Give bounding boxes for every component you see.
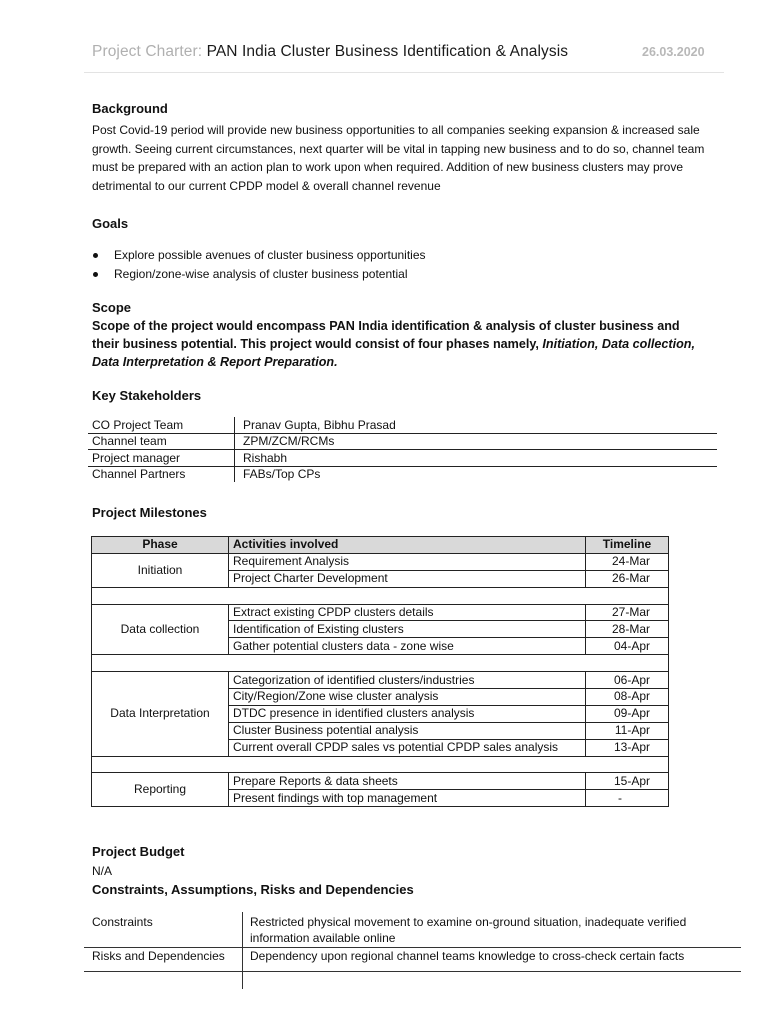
scope-text-plain: Scope of the project would encompass PAN India identification & analysis of cluster business and their business potential. This project would consist of four phases namely, — [92, 319, 680, 351]
constraint-value: Restricted physical movement to examine on-ground situation, inadequate verified information available online — [250, 915, 687, 945]
timeline-cell: 27-Mar — [586, 604, 669, 621]
constraints-row-divider — [84, 971, 741, 972]
activity-cell: Identification of Existing clusters — [229, 621, 586, 638]
header-label: Project Charter: — [92, 43, 203, 60]
spacer-row — [92, 587, 669, 604]
goals-heading: Goals — [92, 216, 129, 231]
stakeholder-row — [88, 417, 717, 433]
timeline-cell: 26-Mar — [586, 570, 669, 587]
spacer-cell — [92, 587, 669, 604]
bullet-icon — [93, 253, 98, 258]
scope-text — [92, 317, 707, 371]
column-header-activities: Activities involved — [229, 537, 586, 554]
stakeholder-members: Rishabh — [235, 450, 718, 467]
phase-cell: Initiation — [92, 553, 229, 587]
activity-cell: Requirement Analysis — [229, 553, 586, 570]
budget-heading: Project Budget — [92, 844, 185, 859]
timeline-cell: - — [586, 790, 669, 807]
activity-cell: Prepare Reports & data sheets — [229, 773, 586, 790]
timeline-cell: 13-Apr — [586, 739, 669, 756]
timeline-cell: 04-Apr — [586, 638, 669, 655]
stakeholder-role: CO Project Team — [88, 417, 235, 433]
bullet-icon — [93, 272, 98, 277]
timeline-cell: 08-Apr — [586, 689, 669, 706]
stakeholder-row — [88, 450, 717, 467]
spacer-row — [92, 655, 669, 672]
activity-cell: Present findings with top management — [229, 790, 586, 807]
milestones-heading: Project Milestones — [92, 505, 207, 520]
budget-value: N/A — [92, 864, 113, 878]
goal-item-text: Explore possible avenues of cluster business opportunities — [114, 248, 426, 262]
milestone-row — [92, 773, 669, 790]
document-header — [92, 43, 568, 61]
goal-item-text: Region/zone-wise analysis of cluster business potential — [114, 267, 408, 281]
constraints-heading: Constraints, Assumptions, Risks and Dependencies — [92, 882, 414, 897]
spacer-cell — [92, 756, 669, 773]
goal-item — [92, 246, 426, 265]
milestone-row — [92, 672, 669, 689]
activity-cell: DTDC presence in identified clusters analysis — [229, 705, 586, 722]
constraints-column-divider — [242, 912, 243, 989]
activity-cell: Project Charter Development — [229, 570, 586, 587]
goal-item — [92, 265, 426, 284]
milestone-row — [92, 604, 669, 621]
activity-cell: City/Region/Zone wise cluster analysis — [229, 689, 586, 706]
header-date: 26.03.2020 — [642, 45, 705, 59]
stakeholder-role: Project manager — [88, 450, 235, 467]
timeline-cell: 24-Mar — [586, 553, 669, 570]
milestones-table — [91, 536, 669, 807]
phase-cell: Reporting — [92, 773, 229, 807]
goals-list — [92, 246, 426, 284]
header-divider — [84, 72, 724, 73]
timeline-cell: 06-Apr — [586, 672, 669, 689]
stakeholder-members: ZPM/ZCM/RCMs — [235, 433, 718, 450]
milestone-row — [92, 553, 669, 570]
stakeholder-row — [88, 433, 717, 450]
scope-text-italic: Initiation, Data collection, Data Interpretation & Report Preparation. — [92, 337, 695, 369]
stakeholder-members: FABs/Top CPs — [243, 467, 321, 482]
timeline-cell: 15-Apr — [586, 773, 669, 790]
constraint-key: Constraints — [92, 915, 153, 929]
spacer-row — [92, 756, 669, 773]
timeline-cell: 11-Apr — [586, 722, 669, 739]
activity-cell: Extract existing CPDP clusters details — [229, 604, 586, 621]
stakeholder-row — [88, 466, 717, 482]
constraint-key: Risks and Dependencies — [92, 949, 225, 963]
activity-cell: Current overall CPDP sales vs potential CPDP sales analysis — [229, 739, 586, 756]
scope-heading: Scope — [92, 300, 132, 315]
timeline-cell: 09-Apr — [586, 705, 669, 722]
background-text: Post Covid-19 period will provide new business opportunities to all companies seeking expansion & increased sale growth. Seeing current circumstances, next quarter will be vital in tapping new business and to do so, channel team must be prepared with an action plan to work upon when required. Addition of new business clusters may prove detrimental to our current CPDP model & overall channel revenue — [92, 123, 705, 193]
stakeholder-members: Pranav Gupta, Bibhu Prasad — [235, 417, 718, 433]
header-title: PAN India Cluster Business Identification & Analysis — [206, 43, 569, 60]
stakeholders-table — [88, 417, 717, 482]
stakeholders-heading: Key Stakeholders — [92, 388, 202, 403]
spacer-cell — [92, 655, 669, 672]
background-heading: Background — [92, 101, 168, 116]
activity-cell: Cluster Business potential analysis — [229, 722, 586, 739]
milestones-header-row — [92, 537, 669, 554]
timeline-cell: 28-Mar — [586, 621, 669, 638]
phase-cell: Data collection — [92, 604, 229, 655]
stakeholder-role: Channel Partners — [88, 466, 235, 482]
phase-cell: Data Interpretation — [92, 672, 229, 756]
activity-cell: Categorization of identified clusters/industries — [229, 672, 586, 689]
column-header-timeline: Timeline — [586, 537, 669, 554]
stakeholder-role: Channel team — [88, 433, 235, 450]
constraint-value: Dependency upon regional channel teams knowledge to cross-check certain facts — [250, 949, 685, 963]
activity-cell: Gather potential clusters data - zone wise — [229, 638, 586, 655]
column-header-phase: Phase — [92, 537, 229, 554]
